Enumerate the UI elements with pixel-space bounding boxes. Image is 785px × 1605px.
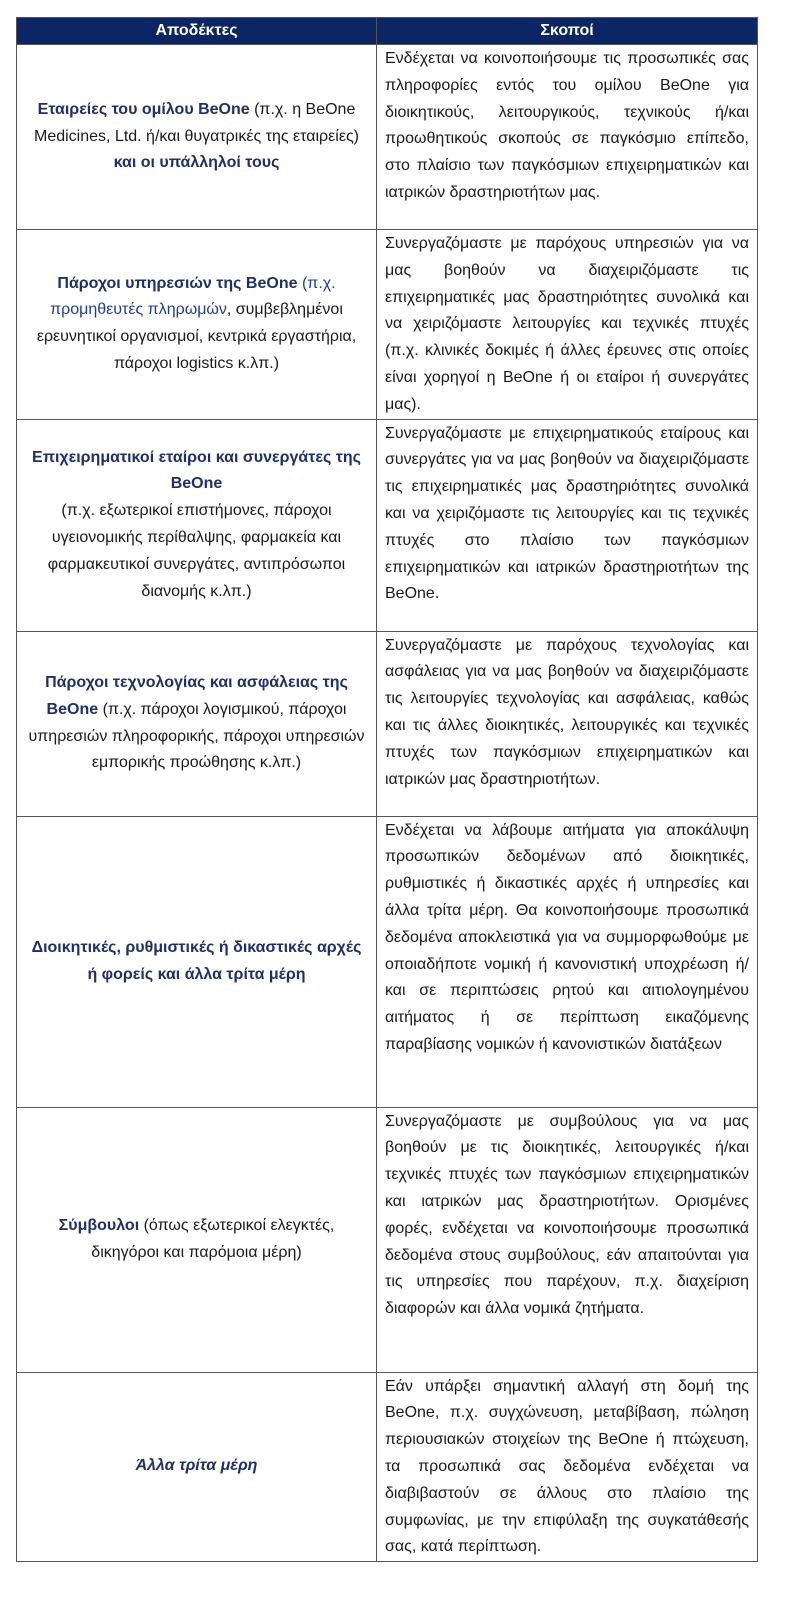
recipient-name: Πάροχοι τεχνολογίας και ασφάλειας της BeOne: [45, 673, 348, 718]
table-row: [17, 1372, 758, 1562]
column-header-purposes: Σκοποί: [377, 18, 758, 45]
recipient-cell: [17, 1372, 377, 1562]
table-row: [17, 816, 758, 1107]
column-header-recipients: Αποδέκτες: [17, 18, 377, 45]
recipient-name: Διοικητικές, ρυθμιστικές ή δικαστικές αρχές ή φορείς και άλλα τρίτα μέρη: [31, 938, 362, 983]
recipient-cell: [17, 631, 377, 816]
recipient-examples: (όπως εξωτερικοί ελεγκτές, δικηγόροι και παρόμοια μέρη): [91, 1216, 335, 1261]
recipient-examples-highlight: (π.χ. προμηθευτές πληρωμών: [50, 274, 336, 319]
table-row: [17, 1107, 758, 1372]
recipient-name-cont: και οι υπάλληλοί τους: [113, 154, 280, 172]
recipient-name: Πάροχοι υπηρεσιών της BeOne: [57, 274, 298, 292]
recipients-purposes-table: [16, 17, 758, 1562]
recipient-examples: (π.χ. η BeOne Medicines, Ltd. ή/και θυγατρικές της εταιρείες): [34, 100, 359, 145]
purpose-cell: Συνεργαζόμαστε με συμβούλους για να μας βοηθούν με τις διοικητικές, λειτουργικές ή/και τεχνικές πτυχές των παγκόσμιων επιχειρηματικών και ιατρικών μας δραστηριοτήτων. Ορισμένες φορές, ενδέχεται να κοινοποιήσουμε προσωπικά δεδομένα στους συμβούλους, εάν απαιτούνται για τις υπηρεσίες που παρέχουν, π.χ. διαχείριση διαφορών και άλλα νομικά ζητήματα.: [377, 1107, 758, 1372]
table-header-row: [17, 18, 758, 45]
table-row: [17, 419, 758, 631]
table-row: [17, 631, 758, 816]
recipient-name: Επιχειρηματικοί εταίροι και συνεργάτες της BeOne: [32, 448, 361, 493]
recipient-name: Εταιρείες του ομίλου BeOne: [37, 100, 250, 118]
purpose-cell: Ενδέχεται να λάβουμε αιτήματα για αποκάλυψη προσωπικών δεδομένων από διοικητικές, ρυθμιστικές ή δικαστικές αρχές ή υπηρεσίες και άλλα τρίτα μέρη. Θα κοινοποιήσουμε προσωπικά δεδομένα αποκλειστικά για να συμμορφωθούμε με οποιαδήποτε νομική ή κανονιστική υποχρέωση ή/και σε περιπτώσεις ρητού και αιτιολογημένου αιτήματος ή σε περίπτωση εικαζόμενης παραβίασης νομικών ή κανονιστικών διατάξεων: [377, 816, 758, 1107]
table-row: [17, 45, 758, 230]
recipient-cell: [17, 230, 377, 420]
purpose-cell: Συνεργαζόμαστε με παρόχους υπηρεσιών για να μας βοηθούν να διαχειριζόμαστε τις επιχειρηματικές μας δραστηριότητες συνολικά και να χειριζόμαστε λειτουργίες και τεχνικές πτυχές (π.χ. κλινικές δοκιμές ή άλλες έρευνες στις οποίες είναι χορηγοί η BeOne ή οι εταίροι ή συνεργάτες μας).: [377, 230, 758, 420]
recipient-name: Σύμβουλοι: [58, 1216, 140, 1234]
recipient-name: Άλλα τρίτα μέρη: [135, 1457, 258, 1475]
recipient-cell: [17, 45, 377, 230]
purpose-cell: Συνεργαζόμαστε με παρόχους τεχνολογίας και ασφάλειας για να μας βοηθούν να διαχειριζόμαστε τις λειτουργίες τεχνολογίας και ασφάλειας, καθώς και τις άλλες διοικητικές, λειτουργικές και τεχνικές πτυχές των παγκόσμιων επιχειρηματικών και ιατρικών μας δραστηριοτήτων.: [377, 631, 758, 816]
recipient-cell: [17, 419, 377, 631]
recipient-examples: (π.χ. εξωτερικοί επιστήμονες, πάροχοι υγειονομικής περίθαλψης, φαρμακεία και φαρμακευτικοί συνεργάτες, αντιπρόσωποι διανομής κ.λπ.): [47, 502, 346, 600]
purpose-cell: Συνεργαζόμαστε με επιχειρηματικούς εταίρους και συνεργάτες για να μας βοηθούν να διαχειριζόμαστε τις επιχειρηματικές μας δραστηριότητες συνολικά και να χειριζόμαστε τις λειτουργίες και τις τεχνικές πτυχές στο πλαίσιο των παγκόσμιων επιχειρηματικών και ιατρικών δραστηριοτήτων της BeOne.: [377, 419, 758, 631]
recipient-cell: [17, 816, 377, 1107]
table-row: [17, 230, 758, 420]
recipient-examples: (π.χ. πάροχοι λογισμικού, πάροχοι υπηρεσιών πληροφορικής, πάροχοι υπηρεσιών εμπορικής προώθησης κ.λπ.): [28, 700, 365, 772]
purpose-cell: Ενδέχεται να κοινοποιήσουμε τις προσωπικές σας πληροφορίες εντός του ομίλου BeOne για διοικητικούς, λειτουργικούς, τεχνικούς ή/και προωθητικούς σκοπούς σε παγκόσμιο επίπεδο, στο πλαίσιο των παγκόσμιων επιχειρηματικών και ιατρικών δραστηριοτήτων μας.: [377, 45, 758, 230]
recipient-cell: [17, 1107, 377, 1372]
purpose-cell: Εάν υπάρξει σημαντική αλλαγή στη δομή της BeOne, π.χ. συγχώνευση, μεταβίβαση, πώληση περιουσιακών στοιχείων της BeOne ή πτώχευση, τα προσωπικά σας δεδομένα ενδέχεται να διαβιβαστούν σε άλλους στο πλαίσιο της συμφωνίας, με την επιφύλαξη της συγκατάθεσής σας, κατά περίπτωση.: [377, 1372, 758, 1562]
recipient-examples: , συμβεβλημένοι ερευνητικοί οργανισμοί, κεντρικά εργαστήρια, πάροχοι logistics κ.λπ.): [36, 301, 357, 373]
